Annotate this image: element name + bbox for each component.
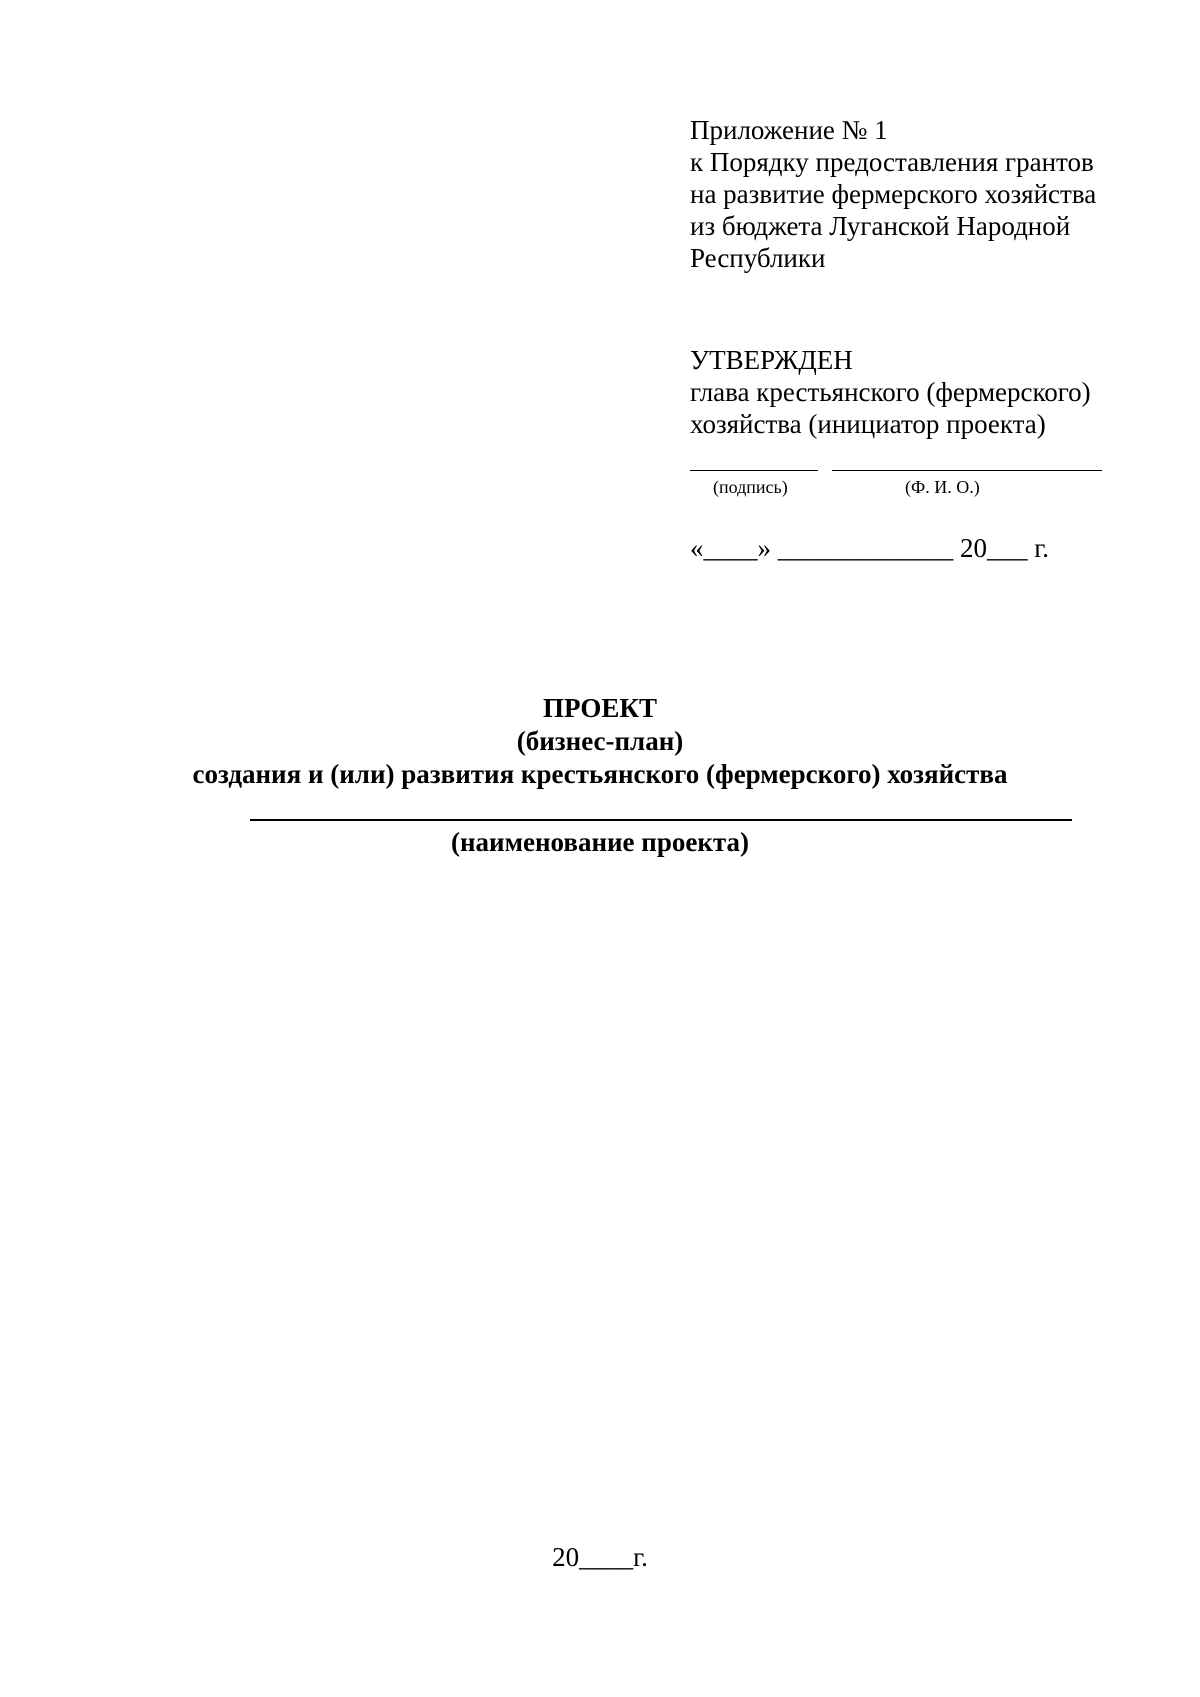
title-line-2: (бизнес-план) bbox=[516, 726, 684, 756]
footer-year: 20____г. bbox=[552, 1542, 648, 1572]
full-name-caption: (Ф. И. О.) bbox=[905, 477, 980, 497]
appendix-line: на развитие фермерского хозяйства bbox=[690, 179, 1097, 209]
approval-heading: УТВЕРЖДЕН bbox=[690, 345, 853, 375]
appendix-line: Республики bbox=[690, 243, 826, 273]
approval-block bbox=[690, 344, 1170, 440]
appendix-reference bbox=[690, 114, 1170, 274]
full-name-line bbox=[832, 470, 1102, 471]
project-name-line bbox=[250, 819, 1072, 821]
approval-line: глава крестьянского (фермерского) bbox=[690, 377, 1091, 407]
appendix-line: к Порядку предоставления грантов bbox=[690, 147, 1094, 177]
signature-caption: (подпись) bbox=[713, 477, 788, 497]
appendix-line: из бюджета Луганской Народной bbox=[690, 211, 1071, 241]
project-name-caption: (наименование проекта) bbox=[451, 827, 749, 857]
approval-date-line: «____» _____________ 20___ г. bbox=[690, 533, 1050, 563]
title-line-3: создания и (или) развития крестьянского (фермерского) хозяйства bbox=[192, 759, 1008, 789]
approval-line: хозяйства (инициатор проекта) bbox=[690, 409, 1046, 439]
signature-line bbox=[690, 470, 818, 471]
title-line-1: ПРОЕКТ bbox=[543, 693, 657, 723]
appendix-line: Приложение № 1 bbox=[690, 115, 888, 145]
document-title bbox=[0, 692, 1200, 791]
